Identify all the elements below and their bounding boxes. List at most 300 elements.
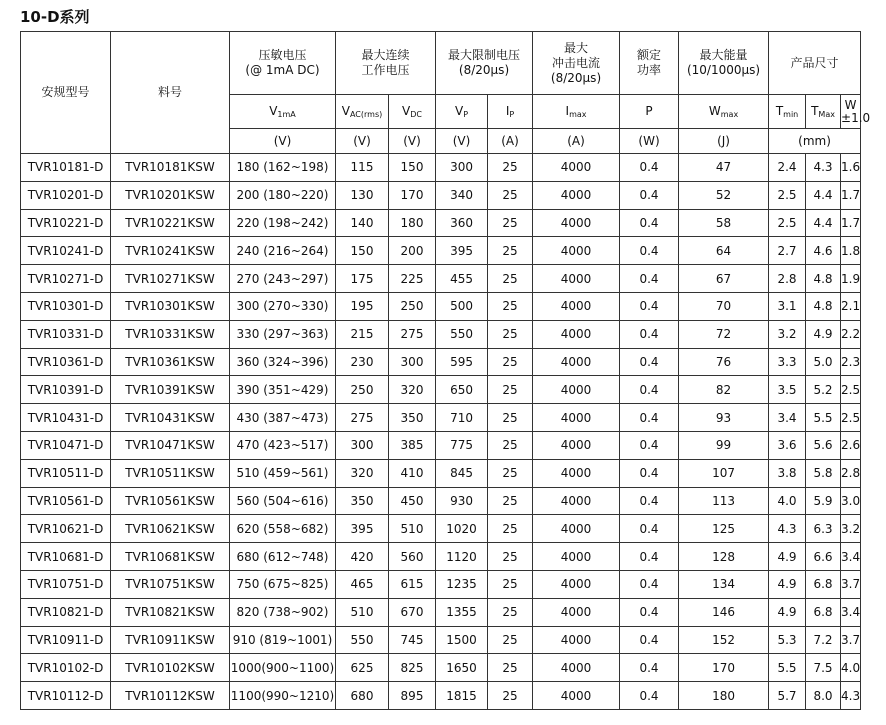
sym-imax: $I_{max}$ — [533, 95, 620, 129]
cell-ip: 25 — [488, 181, 533, 209]
table-row — [21, 459, 861, 487]
cell-w: 4.3 — [841, 682, 861, 710]
cell-varistor-voltage: 510 (459~561) — [230, 459, 336, 487]
cell-power: 0.4 — [620, 376, 679, 404]
col-varistor-voltage: 压敏电压 (@ 1mA DC) — [230, 32, 336, 95]
cell-wmax: 82 — [679, 376, 769, 404]
cell-vp: 650 — [436, 376, 488, 404]
spec-table — [20, 31, 871, 710]
cell-tmin: 3.4 — [769, 404, 806, 432]
cell-varistor-voltage: 240 (216~264) — [230, 237, 336, 265]
table-row — [21, 682, 861, 710]
cell-vac: 420 — [336, 543, 389, 571]
col-max-clamping-voltage: 最大限制电压 (8/20μs) — [436, 32, 533, 95]
cell-varistor-voltage: 270 (243~297) — [230, 265, 336, 293]
cell-wmax: 128 — [679, 543, 769, 571]
sym-w: W ±1.0 — [841, 95, 861, 129]
cell-vp: 1355 — [436, 598, 488, 626]
cell-wmax: 113 — [679, 487, 769, 515]
cell-wmax: 52 — [679, 181, 769, 209]
cell-varistor-voltage: 430 (387~473) — [230, 404, 336, 432]
cell-ip: 25 — [488, 265, 533, 293]
cell-imax: 4000 — [533, 265, 620, 293]
table-row — [21, 181, 861, 209]
cell-w: 1.7 — [841, 181, 861, 209]
sym-tmax: $T_{Max}$ — [806, 95, 841, 129]
cell-w: 1.7 — [841, 209, 861, 237]
cell-varistor-voltage: 390 (351~429) — [230, 376, 336, 404]
cell-varistor-voltage: 360 (324~396) — [230, 348, 336, 376]
cell-vac: 250 — [336, 376, 389, 404]
cell-tmin: 3.5 — [769, 376, 806, 404]
table-row — [21, 543, 861, 571]
cell-safety-model: TVR10201-D — [21, 181, 111, 209]
sym-p: P — [620, 95, 679, 129]
table-row — [21, 348, 861, 376]
cell-varistor-voltage: 300 (270~330) — [230, 292, 336, 320]
cell-tmin: 5.5 — [769, 654, 806, 682]
cell-ip: 25 — [488, 431, 533, 459]
cell-w: 2.6 — [841, 431, 861, 459]
cell-power: 0.4 — [620, 626, 679, 654]
cell-tmin: 3.3 — [769, 348, 806, 376]
table-row — [21, 515, 861, 543]
cell-part-number: TVR10112KSW — [111, 682, 230, 710]
cell-imax: 4000 — [533, 404, 620, 432]
cell-vdc: 615 — [389, 570, 436, 598]
cell-vdc: 350 — [389, 404, 436, 432]
cell-tmax: 4.3 — [806, 154, 841, 182]
cell-vac: 465 — [336, 570, 389, 598]
cell-tmax: 7.2 — [806, 626, 841, 654]
cell-tmin: 4.0 — [769, 487, 806, 515]
cell-power: 0.4 — [620, 320, 679, 348]
cell-part-number: TVR10241KSW — [111, 237, 230, 265]
cell-safety-model: TVR10471-D — [21, 431, 111, 459]
cell-vp: 845 — [436, 459, 488, 487]
table-body — [21, 154, 861, 710]
cell-w: 3.0 — [841, 487, 861, 515]
col-part-number: 料号 — [111, 32, 230, 154]
cell-tmin: 4.9 — [769, 543, 806, 571]
cell-safety-model: TVR10391-D — [21, 376, 111, 404]
cell-tmin: 3.6 — [769, 431, 806, 459]
cell-part-number: TVR10221KSW — [111, 209, 230, 237]
cell-power: 0.4 — [620, 431, 679, 459]
cell-tmin: 2.7 — [769, 237, 806, 265]
cell-vdc: 150 — [389, 154, 436, 182]
sym-vac: $V_{AC(rms)}$ — [336, 95, 389, 129]
cell-w: 1.9 — [841, 265, 861, 293]
cell-w: 4.0 — [841, 654, 861, 682]
cell-wmax: 180 — [679, 682, 769, 710]
col-max-working-voltage: 最大连续 工作电压 — [336, 32, 436, 95]
cell-w: 1.6 — [841, 154, 861, 182]
cell-ip: 25 — [488, 154, 533, 182]
cell-part-number: TVR10621KSW — [111, 515, 230, 543]
unit-p: (W) — [620, 129, 679, 154]
cell-w: 3.4 — [841, 543, 861, 571]
cell-w: 3.7 — [841, 626, 861, 654]
cell-vdc: 250 — [389, 292, 436, 320]
cell-tmax: 4.4 — [806, 181, 841, 209]
cell-imax: 4000 — [533, 292, 620, 320]
cell-ip: 25 — [488, 515, 533, 543]
cell-part-number: TVR10391KSW — [111, 376, 230, 404]
unit-imax: (A) — [533, 129, 620, 154]
unit-vp: (V) — [436, 129, 488, 154]
cell-imax: 4000 — [533, 320, 620, 348]
cell-tmax: 4.8 — [806, 265, 841, 293]
cell-ip: 25 — [488, 459, 533, 487]
cell-power: 0.4 — [620, 181, 679, 209]
cell-part-number: TVR10821KSW — [111, 598, 230, 626]
cell-ip: 25 — [488, 348, 533, 376]
cell-vac: 625 — [336, 654, 389, 682]
cell-power: 0.4 — [620, 487, 679, 515]
cell-ip: 25 — [488, 487, 533, 515]
cell-safety-model: TVR10751-D — [21, 570, 111, 598]
cell-safety-model: TVR10821-D — [21, 598, 111, 626]
table-row — [21, 209, 861, 237]
sym-v1ma: $V_{1mA}$ — [230, 95, 336, 129]
cell-tmin: 3.2 — [769, 320, 806, 348]
cell-power: 0.4 — [620, 682, 679, 710]
cell-safety-model: TVR10221-D — [21, 209, 111, 237]
cell-ip: 25 — [488, 682, 533, 710]
cell-safety-model: TVR10561-D — [21, 487, 111, 515]
cell-ip: 25 — [488, 570, 533, 598]
cell-w: 2.3 — [841, 348, 861, 376]
cell-part-number: TVR10681KSW — [111, 543, 230, 571]
cell-ip: 25 — [488, 209, 533, 237]
cell-safety-model: TVR10911-D — [21, 626, 111, 654]
cell-part-number: TVR10751KSW — [111, 570, 230, 598]
table-row — [21, 265, 861, 293]
cell-w: 2.5 — [841, 404, 861, 432]
cell-imax: 4000 — [533, 431, 620, 459]
cell-wmax: 67 — [679, 265, 769, 293]
cell-power: 0.4 — [620, 265, 679, 293]
cell-vp: 775 — [436, 431, 488, 459]
cell-power: 0.4 — [620, 515, 679, 543]
cell-varistor-voltage: 750 (675~825) — [230, 570, 336, 598]
table-row — [21, 320, 861, 348]
cell-tmin: 2.5 — [769, 209, 806, 237]
cell-wmax: 134 — [679, 570, 769, 598]
cell-varistor-voltage: 200 (180~220) — [230, 181, 336, 209]
cell-wmax: 64 — [679, 237, 769, 265]
cell-vac: 320 — [336, 459, 389, 487]
cell-tmax: 6.3 — [806, 515, 841, 543]
cell-part-number: TVR10301KSW — [111, 292, 230, 320]
cell-wmax: 170 — [679, 654, 769, 682]
cell-part-number: TVR10201KSW — [111, 181, 230, 209]
cell-part-number: TVR10471KSW — [111, 431, 230, 459]
cell-safety-model: TVR10431-D — [21, 404, 111, 432]
cell-vdc: 200 — [389, 237, 436, 265]
cell-wmax: 58 — [679, 209, 769, 237]
cell-ip: 25 — [488, 543, 533, 571]
table-row — [21, 654, 861, 682]
cell-imax: 4000 — [533, 154, 620, 182]
cell-tmin: 3.8 — [769, 459, 806, 487]
cell-tmax: 4.9 — [806, 320, 841, 348]
cell-tmax: 5.0 — [806, 348, 841, 376]
cell-vac: 215 — [336, 320, 389, 348]
cell-vp: 710 — [436, 404, 488, 432]
cell-power: 0.4 — [620, 543, 679, 571]
unit-wmax: (J) — [679, 129, 769, 154]
col-max-energy: 最大能量 (10/1000μs) — [679, 32, 769, 95]
cell-power: 0.4 — [620, 348, 679, 376]
cell-ip: 25 — [488, 598, 533, 626]
cell-vp: 930 — [436, 487, 488, 515]
cell-vdc: 275 — [389, 320, 436, 348]
sym-wmax: $W_{max}$ — [679, 95, 769, 129]
cell-imax: 4000 — [533, 348, 620, 376]
cell-part-number: TVR10361KSW — [111, 348, 230, 376]
cell-wmax: 152 — [679, 626, 769, 654]
cell-ip: 25 — [488, 292, 533, 320]
cell-tmax: 5.2 — [806, 376, 841, 404]
cell-w: 3.4 — [841, 598, 861, 626]
unit-ip: (A) — [488, 129, 533, 154]
cell-w: 2.8 — [841, 459, 861, 487]
cell-tmin: 2.4 — [769, 154, 806, 182]
table-row — [21, 237, 861, 265]
cell-vac: 300 — [336, 431, 389, 459]
table-row — [21, 154, 861, 182]
cell-vp: 395 — [436, 237, 488, 265]
cell-tmax: 4.4 — [806, 209, 841, 237]
cell-vdc: 170 — [389, 181, 436, 209]
cell-varistor-voltage: 1000(900~1100) — [230, 654, 336, 682]
cell-safety-model: TVR10102-D — [21, 654, 111, 682]
cell-vdc: 510 — [389, 515, 436, 543]
page-title: 10-D系列 — [20, 8, 90, 26]
cell-imax: 4000 — [533, 570, 620, 598]
cell-varistor-voltage: 820 (738~902) — [230, 598, 336, 626]
cell-ip: 25 — [488, 237, 533, 265]
cell-part-number: TVR10431KSW — [111, 404, 230, 432]
cell-tmax: 6.8 — [806, 570, 841, 598]
cell-vac: 275 — [336, 404, 389, 432]
cell-tmax: 6.8 — [806, 598, 841, 626]
cell-vdc: 450 — [389, 487, 436, 515]
cell-safety-model: TVR10681-D — [21, 543, 111, 571]
sym-vp: $V_P$ — [436, 95, 488, 129]
col-dimensions: 产品尺寸 — [769, 32, 861, 95]
cell-vdc: 225 — [389, 265, 436, 293]
sym-vdc: $V_{DC}$ — [389, 95, 436, 129]
cell-vdc: 745 — [389, 626, 436, 654]
cell-tmin: 3.1 — [769, 292, 806, 320]
cell-imax: 4000 — [533, 654, 620, 682]
cell-power: 0.4 — [620, 237, 679, 265]
cell-vp: 455 — [436, 265, 488, 293]
cell-power: 0.4 — [620, 404, 679, 432]
cell-imax: 4000 — [533, 682, 620, 710]
cell-safety-model: TVR10361-D — [21, 348, 111, 376]
cell-vp: 1815 — [436, 682, 488, 710]
cell-part-number: TVR10911KSW — [111, 626, 230, 654]
cell-vac: 350 — [336, 487, 389, 515]
unit-v1ma: (V) — [230, 129, 336, 154]
cell-varistor-voltage: 620 (558~682) — [230, 515, 336, 543]
col-rated-power: 额定 功率 — [620, 32, 679, 95]
sym-tmin: $T_{min}$ — [769, 95, 806, 129]
cell-vac: 130 — [336, 181, 389, 209]
cell-power: 0.4 — [620, 598, 679, 626]
cell-ip: 25 — [488, 376, 533, 404]
cell-ip: 25 — [488, 654, 533, 682]
cell-vdc: 320 — [389, 376, 436, 404]
table-row — [21, 626, 861, 654]
cell-safety-model: TVR10271-D — [21, 265, 111, 293]
cell-part-number: TVR10271KSW — [111, 265, 230, 293]
cell-tmax: 5.8 — [806, 459, 841, 487]
cell-vp: 1500 — [436, 626, 488, 654]
cell-vp: 1235 — [436, 570, 488, 598]
table-row — [21, 431, 861, 459]
cell-imax: 4000 — [533, 487, 620, 515]
table-row — [21, 487, 861, 515]
cell-vdc: 825 — [389, 654, 436, 682]
cell-vac: 550 — [336, 626, 389, 654]
cell-safety-model: TVR10511-D — [21, 459, 111, 487]
cell-vp: 300 — [436, 154, 488, 182]
cell-tmin: 4.3 — [769, 515, 806, 543]
cell-vdc: 385 — [389, 431, 436, 459]
cell-power: 0.4 — [620, 154, 679, 182]
cell-vp: 550 — [436, 320, 488, 348]
cell-imax: 4000 — [533, 237, 620, 265]
cell-tmax: 7.5 — [806, 654, 841, 682]
table-row — [21, 292, 861, 320]
cell-wmax: 76 — [679, 348, 769, 376]
cell-imax: 4000 — [533, 181, 620, 209]
cell-part-number: TVR10331KSW — [111, 320, 230, 348]
cell-imax: 4000 — [533, 376, 620, 404]
cell-safety-model: TVR10301-D — [21, 292, 111, 320]
cell-w: 1.8 — [841, 237, 861, 265]
cell-power: 0.4 — [620, 654, 679, 682]
cell-vdc: 180 — [389, 209, 436, 237]
cell-safety-model: TVR10112-D — [21, 682, 111, 710]
cell-vac: 395 — [336, 515, 389, 543]
cell-part-number: TVR10561KSW — [111, 487, 230, 515]
cell-vp: 595 — [436, 348, 488, 376]
cell-varistor-voltage: 910 (819~1001) — [230, 626, 336, 654]
cell-imax: 4000 — [533, 598, 620, 626]
cell-tmin: 4.9 — [769, 598, 806, 626]
unit-dimensions: (mm) — [769, 129, 861, 154]
cell-ip: 25 — [488, 320, 533, 348]
cell-tmax: 8.0 — [806, 682, 841, 710]
cell-vp: 1120 — [436, 543, 488, 571]
cell-tmin: 4.9 — [769, 570, 806, 598]
cell-vdc: 895 — [389, 682, 436, 710]
table-row — [21, 598, 861, 626]
cell-vp: 500 — [436, 292, 488, 320]
cell-tmax: 5.6 — [806, 431, 841, 459]
cell-imax: 4000 — [533, 515, 620, 543]
cell-ip: 25 — [488, 404, 533, 432]
cell-safety-model: TVR10241-D — [21, 237, 111, 265]
cell-power: 0.4 — [620, 292, 679, 320]
cell-varistor-voltage: 680 (612~748) — [230, 543, 336, 571]
cell-safety-model: TVR10181-D — [21, 154, 111, 182]
cell-wmax: 146 — [679, 598, 769, 626]
cell-wmax: 107 — [679, 459, 769, 487]
cell-imax: 4000 — [533, 209, 620, 237]
cell-wmax: 72 — [679, 320, 769, 348]
cell-w: 2.1 — [841, 292, 861, 320]
cell-tmax: 4.8 — [806, 292, 841, 320]
cell-w: 3.2 — [841, 515, 861, 543]
col-safety-model: 安规型号 — [21, 32, 111, 154]
cell-w: 2.2 — [841, 320, 861, 348]
cell-safety-model: TVR10621-D — [21, 515, 111, 543]
cell-imax: 4000 — [533, 543, 620, 571]
cell-varistor-voltage: 470 (423~517) — [230, 431, 336, 459]
cell-vdc: 560 — [389, 543, 436, 571]
table-row — [21, 376, 861, 404]
cell-varistor-voltage: 330 (297~363) — [230, 320, 336, 348]
table-row — [21, 570, 861, 598]
cell-vac: 510 — [336, 598, 389, 626]
cell-part-number: TVR10511KSW — [111, 459, 230, 487]
cell-vac: 175 — [336, 265, 389, 293]
cell-vac: 140 — [336, 209, 389, 237]
cell-vac: 195 — [336, 292, 389, 320]
cell-w: 2.5 — [841, 376, 861, 404]
cell-imax: 4000 — [533, 626, 620, 654]
cell-varistor-voltage: 180 (162~198) — [230, 154, 336, 182]
cell-imax: 4000 — [533, 459, 620, 487]
cell-varistor-voltage: 1100(990~1210) — [230, 682, 336, 710]
cell-vac: 150 — [336, 237, 389, 265]
cell-part-number: TVR10181KSW — [111, 154, 230, 182]
cell-w: 3.7 — [841, 570, 861, 598]
cell-wmax: 70 — [679, 292, 769, 320]
table-row — [21, 404, 861, 432]
cell-vp: 340 — [436, 181, 488, 209]
cell-vac: 230 — [336, 348, 389, 376]
cell-tmin: 2.8 — [769, 265, 806, 293]
cell-vp: 360 — [436, 209, 488, 237]
cell-tmin: 5.7 — [769, 682, 806, 710]
cell-vac: 680 — [336, 682, 389, 710]
cell-ip: 25 — [488, 626, 533, 654]
cell-safety-model: TVR10331-D — [21, 320, 111, 348]
cell-power: 0.4 — [620, 570, 679, 598]
unit-vac: (V) — [336, 129, 389, 154]
cell-tmax: 5.5 — [806, 404, 841, 432]
cell-vdc: 670 — [389, 598, 436, 626]
cell-wmax: 125 — [679, 515, 769, 543]
cell-power: 0.4 — [620, 459, 679, 487]
sym-ip: $I_P$ — [488, 95, 533, 129]
unit-vdc: (V) — [389, 129, 436, 154]
cell-power: 0.4 — [620, 209, 679, 237]
cell-part-number: TVR10102KSW — [111, 654, 230, 682]
cell-vp: 1020 — [436, 515, 488, 543]
cell-wmax: 99 — [679, 431, 769, 459]
cell-tmax: 5.9 — [806, 487, 841, 515]
cell-tmax: 4.6 — [806, 237, 841, 265]
